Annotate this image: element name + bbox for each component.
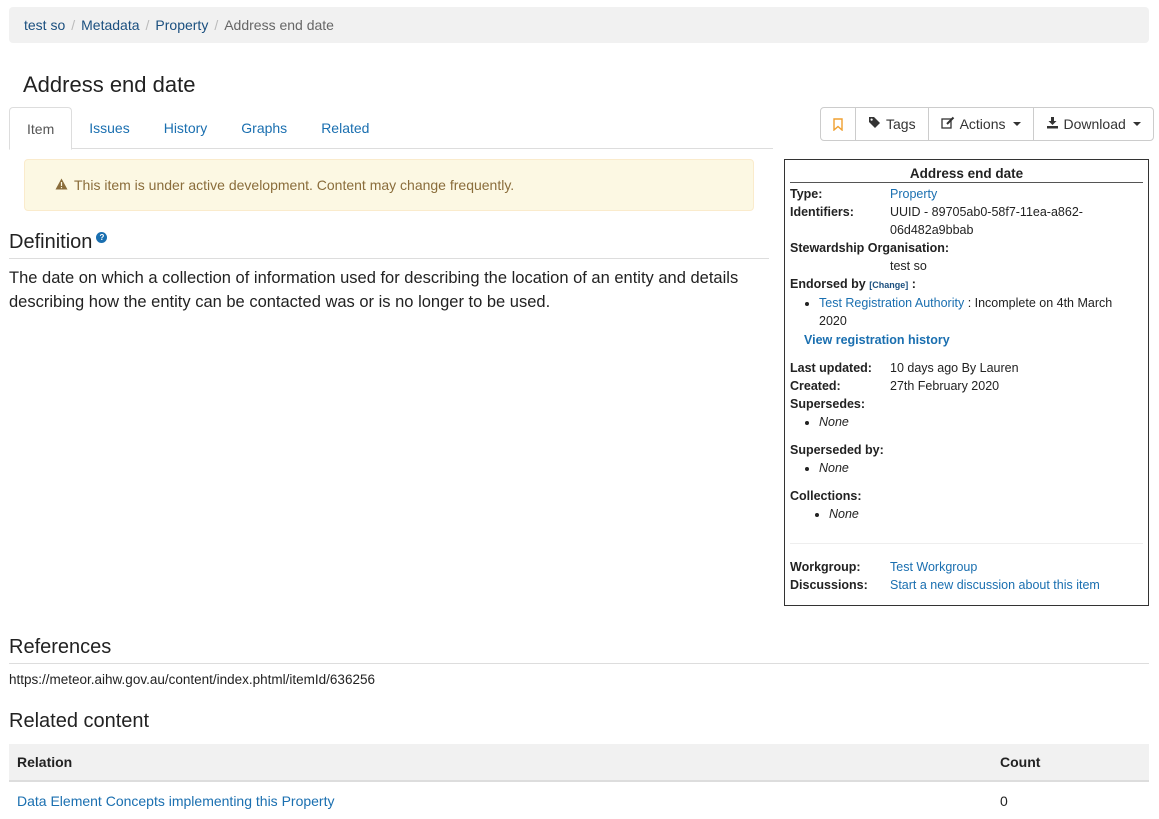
breadcrumb-separator: /	[214, 17, 219, 33]
page-title: Address end date	[23, 72, 196, 97]
last-updated-value: 10 days ago By Lauren	[890, 361, 1019, 375]
breadcrumb-separator: /	[145, 17, 150, 33]
superseded-by-list	[790, 459, 1143, 477]
endorsed-label: Endorsed by	[790, 277, 866, 291]
download-button[interactable]	[1033, 107, 1154, 141]
tab-bar	[9, 107, 773, 149]
breadcrumb-separator: /	[71, 17, 76, 33]
last-updated-label: Last updated:	[790, 361, 872, 375]
endorsement-item	[819, 294, 1143, 330]
endorsed-by-heading	[790, 275, 1143, 294]
infobox-last-updated-row	[790, 359, 1143, 377]
identifiers-label: Identifiers:	[790, 205, 854, 219]
references-heading: References	[9, 636, 1149, 664]
discussions-label: Discussions:	[790, 578, 868, 592]
bookmark-button[interactable]	[820, 107, 856, 141]
bookmark-icon	[833, 118, 843, 131]
tab-item[interactable]: Item	[9, 107, 72, 150]
workgroup-label: Workgroup:	[790, 560, 861, 574]
caret-down-icon	[1133, 122, 1141, 126]
count-column-header: Count	[992, 744, 1149, 781]
infobox-identifiers-row	[790, 203, 1143, 239]
item-toolbar	[820, 107, 1154, 141]
breadcrumb-link-property[interactable]: Property	[155, 17, 209, 33]
warning-icon	[55, 177, 68, 193]
type-link[interactable]: Property	[890, 187, 938, 201]
registration-authority-link[interactable]: Test Registration Authority	[819, 296, 965, 310]
view-registration-history-link[interactable]: View registration history	[804, 333, 950, 347]
superseded-by-label: Superseded by:	[790, 443, 884, 457]
created-label: Created:	[790, 379, 841, 393]
infobox-type-row	[790, 185, 1143, 203]
definition-text: The date on which a collection of information used for describing the location of an entity and details describing how the entity can be contacted was or is no longer to be used.	[9, 269, 739, 311]
relation-count: 0	[1000, 792, 1008, 809]
development-alert	[24, 159, 754, 211]
tab-related[interactable]: Related	[321, 120, 370, 136]
collections-value: None	[829, 507, 859, 521]
infobox-workgroup-row	[790, 558, 1143, 576]
supersedes-label: Supersedes:	[790, 397, 866, 411]
relation-link[interactable]: Data Element Concepts implementing this Property	[17, 792, 335, 809]
breadcrumb-link-metadata[interactable]: Metadata	[81, 17, 140, 33]
alert-text: This item is under active development. Content may change frequently.	[74, 177, 515, 193]
tab-issues[interactable]: Issues	[89, 120, 130, 136]
table-row	[9, 781, 1149, 819]
collections-item	[829, 505, 1143, 523]
start-discussion-link[interactable]: Start a new discussion about this item	[890, 578, 1100, 592]
reference-url: https://meteor.aihw.gov.au/content/index.phtml/itemId/636256	[9, 672, 375, 687]
help-icon[interactable]: ?	[96, 232, 107, 243]
type-label: Type:	[790, 187, 823, 201]
stewardship-value: test so	[890, 259, 927, 273]
collections-list	[790, 505, 1143, 523]
collections-label: Collections:	[790, 489, 862, 503]
created-value: 27th February 2020	[890, 379, 1000, 393]
related-content-table	[9, 744, 1149, 819]
workgroup-link[interactable]: Test Workgroup	[890, 560, 978, 574]
tab-history[interactable]: History	[163, 120, 208, 136]
actions-button[interactable]	[928, 107, 1034, 141]
tab-graphs[interactable]: Graphs	[241, 120, 288, 136]
relation-column-header: Relation	[9, 744, 992, 781]
change-link[interactable]: [Change]	[869, 280, 909, 290]
tags-button-label: Tags	[886, 116, 916, 132]
supersedes-item	[819, 413, 1143, 431]
superseded-by-item	[819, 459, 1143, 477]
breadcrumb	[9, 7, 1149, 43]
definition-heading-label: Definition	[9, 231, 93, 253]
endorsement-status: : Incomplete on 4th March 2020	[819, 296, 1113, 328]
identifiers-value: UUID - 89705ab0-58f7-11ea-a862-06d482a9bbab	[890, 205, 1083, 237]
stewardship-label: Stewardship Organisation:	[790, 241, 950, 255]
tags-button[interactable]	[855, 107, 929, 141]
definition-heading	[9, 231, 769, 259]
caret-down-icon	[1013, 122, 1021, 126]
breadcrumb-current: Address end date	[224, 17, 334, 33]
supersedes-value: None	[819, 415, 849, 429]
breadcrumb-link-test-so[interactable]: test so	[24, 17, 66, 33]
table-header-row	[9, 744, 1149, 781]
endorsement-list	[790, 294, 1143, 330]
tag-icon	[868, 116, 881, 132]
supersedes-list	[790, 413, 1143, 431]
download-icon	[1046, 116, 1059, 132]
edit-icon	[941, 116, 955, 132]
item-infobox	[784, 159, 1149, 606]
actions-button-label: Actions	[959, 116, 1006, 132]
infobox-created-row	[790, 377, 1143, 395]
download-button-label: Download	[1063, 116, 1126, 132]
infobox-title: Address end date	[790, 166, 1143, 183]
endorsed-colon: :	[911, 277, 916, 291]
infobox-discussions-row	[790, 576, 1143, 594]
infobox-divider	[790, 543, 1143, 544]
related-content-heading: Related content	[9, 710, 150, 732]
superseded-by-value: None	[819, 461, 849, 475]
